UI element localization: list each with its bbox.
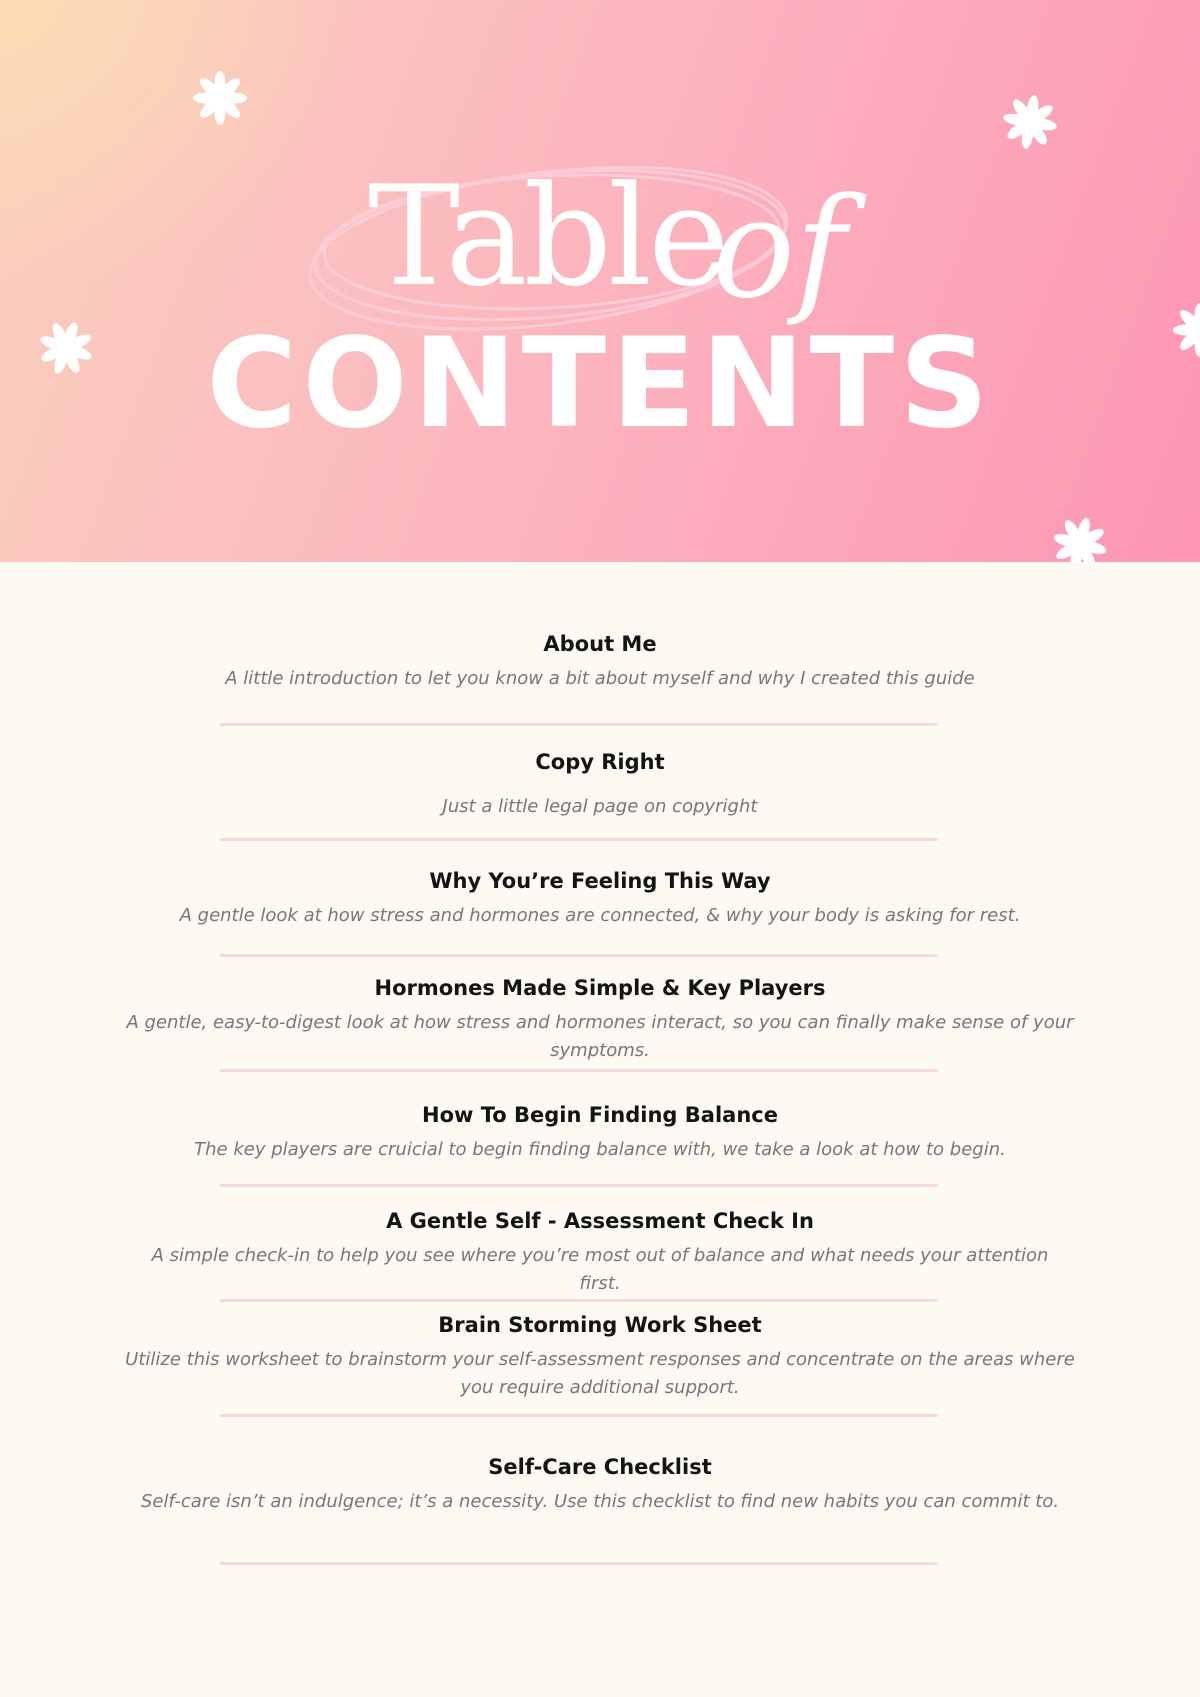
toc-entry-self-care[interactable]: [100, 1453, 1100, 1516]
divider: [220, 1299, 938, 1302]
entry-description: Just a little legal page on copyright: [442, 796, 758, 817]
entry-description: A gentle look at how stress and hormones are connected, & why your body is asking for rest.: [179, 905, 1021, 926]
toc-entry-hormones[interactable]: [100, 974, 1100, 1065]
title-of: of: [712, 168, 847, 329]
entry-title: Hormones Made Simple & Key Players: [374, 976, 826, 1000]
entry-title: How To Begin Finding Balance: [422, 1103, 778, 1127]
entry-title: Copy Right: [535, 750, 665, 774]
toc-entry-copy-right[interactable]: [100, 748, 1100, 821]
toc-entry-worksheet[interactable]: [100, 1311, 1100, 1402]
entry-description: A simple check-in to help you see where you’re most out of balance and what needs your attention first.: [151, 1245, 1049, 1294]
entry-title: About Me: [543, 632, 657, 656]
divider: [220, 1414, 938, 1417]
entry-description: A little introduction to let you know a bit about myself and why I created this guide: [225, 668, 975, 689]
header-banner: [0, 0, 1200, 562]
entry-title: Why You’re Feeling This Way: [429, 869, 771, 893]
toc-entry-feeling[interactable]: [100, 867, 1100, 930]
entry-title: Brain Storming Work Sheet: [438, 1313, 762, 1337]
entry-title: A Gentle Self - Assessment Check In: [386, 1209, 814, 1233]
toc-entry-balance[interactable]: [100, 1101, 1100, 1164]
divider: [220, 1184, 938, 1187]
entry-description: The key players are cruicial to begin finding balance with, we take a look at how to begin.: [194, 1139, 1006, 1160]
entry-title: Self-Care Checklist: [488, 1455, 712, 1479]
toc-entry-about-me[interactable]: [100, 630, 1100, 693]
entry-description: Utilize this worksheet to brainstorm your self-assessment responses and concentrate on the areas where you require additional support.: [125, 1349, 1075, 1398]
divider: [220, 1562, 938, 1565]
divider: [220, 838, 938, 841]
entry-description: A gentle, easy-to-digest look at how stress and hormones interact, so you can finally make sense of your symptoms.: [126, 1012, 1074, 1061]
title-block: [0, 0, 1200, 562]
divider: [220, 723, 938, 726]
title-script: Table: [368, 156, 726, 317]
page-title: CONTENTS: [206, 312, 994, 456]
toc-entry-assessment[interactable]: [100, 1207, 1100, 1298]
divider: [220, 954, 938, 957]
entry-description: Self-care isn’t an indulgence; it’s a necessity. Use this checklist to find new habits you can commit to.: [140, 1491, 1060, 1512]
divider: [220, 1069, 938, 1072]
